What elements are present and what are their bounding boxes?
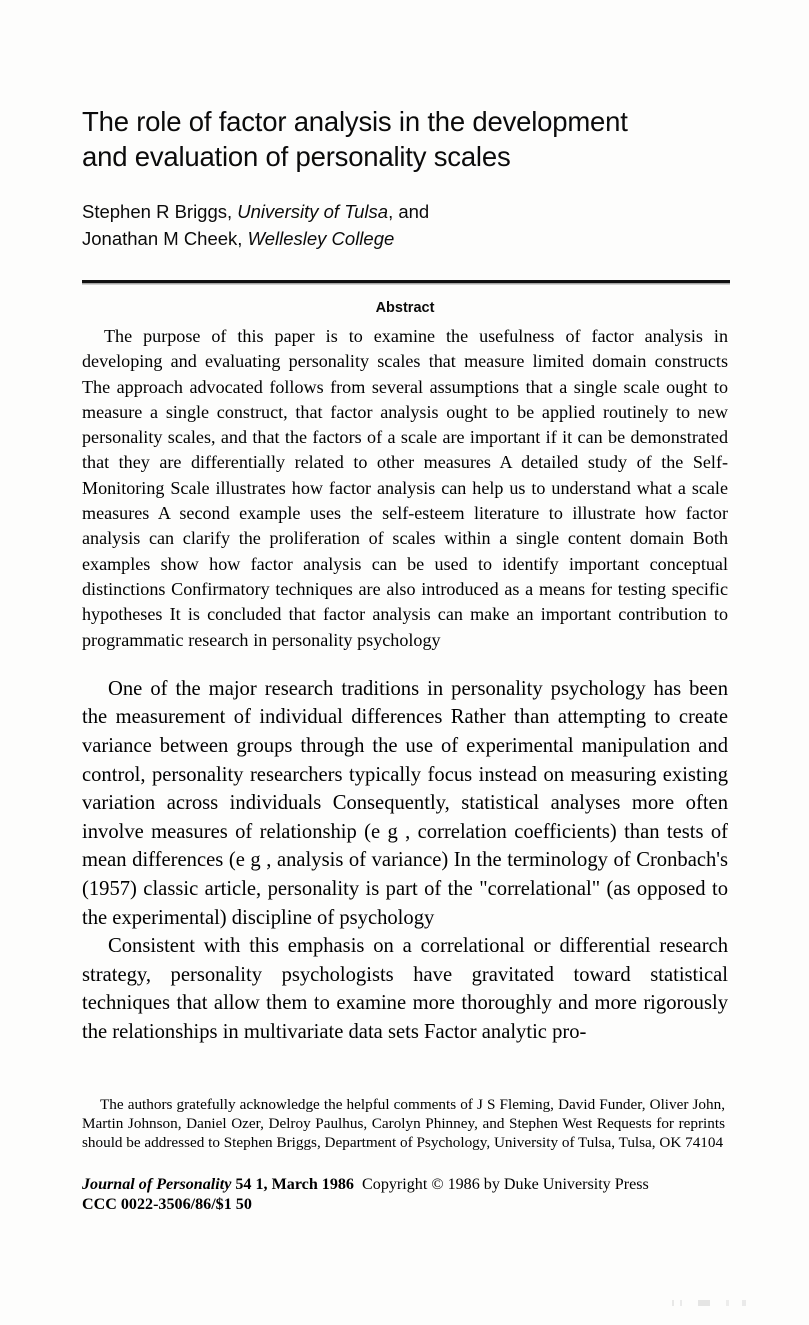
journal-spacer-2 <box>354 1176 362 1193</box>
abstract-heading: Abstract <box>375 300 435 316</box>
author-affiliation-1: University of Tulsa <box>237 201 389 222</box>
author-name-1: Stephen R Briggs, <box>82 201 238 222</box>
title-line-2: and evaluation of personality scales <box>82 141 511 172</box>
author-line-2 <box>82 225 728 252</box>
scan-artifact <box>668 1300 760 1306</box>
journal-name: Journal of Personality <box>82 1175 232 1193</box>
page-title <box>82 0 728 174</box>
journal-citation-line <box>82 1153 728 1196</box>
journal-volume-issue-date: 54 1, March 1986 <box>235 1175 354 1193</box>
ccc-code-line: CCC 0022-3506/86/$1 50 <box>82 1196 252 1214</box>
abstract-text: The purpose of this paper is to examine the usefulness of factor analysis in developing and evaluating personality scales that measure limited domain constructs The approach advocated follows from several assumptions that a single scale ought to measure a single construct, that factor analysis ought to be applied routinely to new personality scales, and that the factors of a scale are important if it can be demonstrated that they are differentially related to other measures A detailed study of the Self-Monitoring Scale illustrates how factor analysis can help us to understand what a scale measures A second example uses the self-esteem literature to illustrate how factor analysis can clarify the proliferation of scales within a single content domain Both examples show how factor analysis can be used to identify important conceptual distinctions Confirmatory techniques are also introduced as a means for testing specific hypotheses It is concluded that factor analysis can make an important contribution to programmatic research in personality psychology <box>82 326 728 650</box>
journal-copyright: Copyright © 1986 by Duke University Press <box>362 1175 649 1193</box>
author-name-2: Jonathan M Cheek, <box>82 228 248 249</box>
author-line-1 <box>82 198 728 225</box>
body-paragraph-2: Consistent with this emphasis on a correlational or differential research strategy, personality psychologists have gravitated toward statistical techniques that allow them to examine more thoroughly and more rigorously the relationships in multivariate data sets Factor analytic pro- <box>82 935 728 1043</box>
title-line-1: The role of factor analysis in the development <box>82 106 628 137</box>
body-paragraph-1: One of the major research traditions in personality psychology has been the measurement of individual differences Rather than attempting to create variance between groups through the use of experimental manipulation and control, personality researchers typically focus instead on measuring existing variation across individuals Consequently, statistical analyses more often involve measures of relationship (e g , correlation coefficients) than tests of mean differences (e g , analysis of variance) In the terminology of Cronbach's (1957) classic article, personality is part of the "correlational" (as opposed to the experimental) discipline of psychology <box>82 677 728 929</box>
author-affiliation-2: Wellesley College <box>247 228 395 249</box>
page-content <box>82 0 728 1216</box>
footnote-acknowledgement: The authors gratefully acknowledge the helpful comments of J S Fleming, David Funder, Oliver John, Martin Johnson, Daniel Ozer, Delroy Paulhus, Carolyn Phinney, and Stephen West Requests for reprints should be addressed to Stephen Briggs, Department of Psychology, University of Tulsa, Tulsa, OK 74104 <box>82 1095 725 1152</box>
author-line-1-tail: , and <box>388 201 430 222</box>
author-byline <box>82 174 728 252</box>
